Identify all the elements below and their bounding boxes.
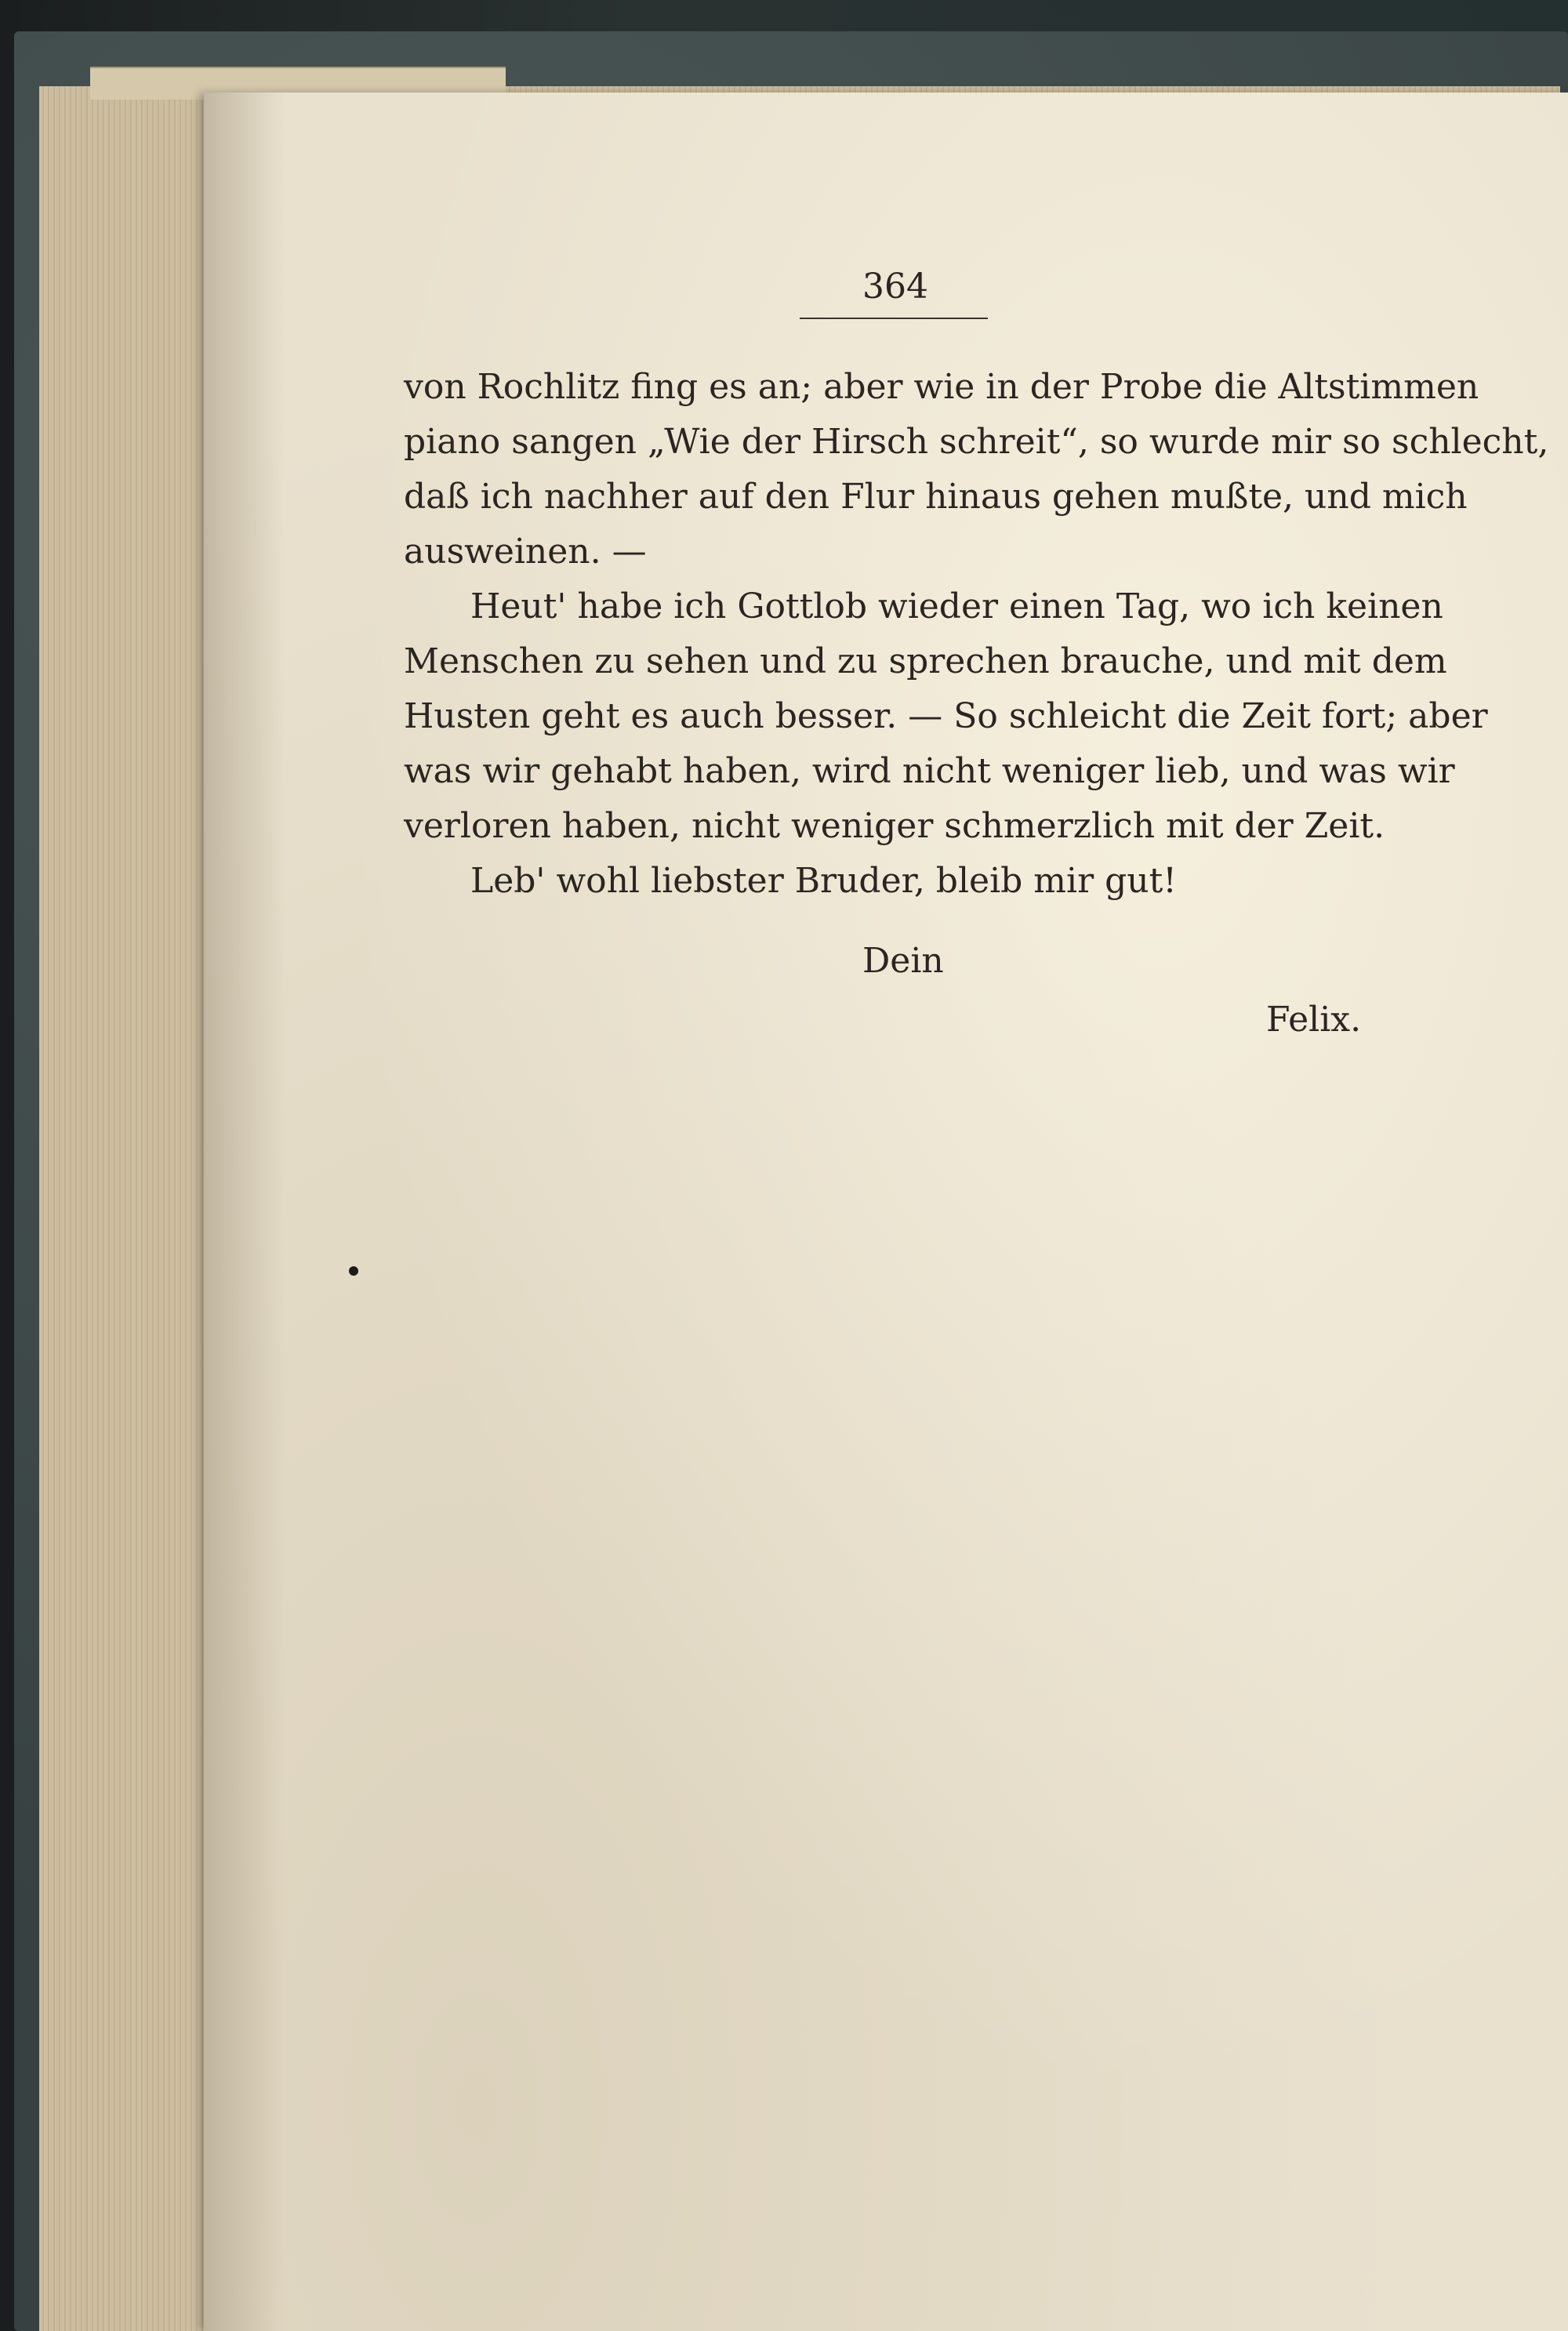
page-number: 364 bbox=[862, 267, 928, 307]
text-line: was wir gehabt haben, wird nicht weniger lieb, und was wir bbox=[404, 751, 1455, 791]
text-line: piano sangen „Wie der Hirsch schreit“, so wurde mir so schlecht, bbox=[404, 422, 1549, 462]
text-line: Husten geht es auch besser. — So schleicht die Zeit fort; aber bbox=[404, 696, 1488, 736]
text-line: Heut' habe ich Gottlob wieder einen Tag, wo ich keinen bbox=[470, 586, 1443, 626]
text-line: ausweinen. — bbox=[404, 532, 647, 572]
text-line: Menschen zu sehen und zu sprechen brauche, und mit dem bbox=[404, 641, 1447, 681]
text-line: daß ich nachher auf den Flur hinaus gehen mußte, und mich bbox=[404, 477, 1468, 517]
text-line: Leb' wohl liebster Bruder, bleib mir gut! bbox=[470, 861, 1177, 901]
letter-signature: Felix. bbox=[1266, 1000, 1362, 1040]
text-line: verloren haben, nicht weniger schmerzlich mit der Zeit. bbox=[404, 806, 1385, 846]
text-line: von Rochlitz fing es an; aber wie in der Probe die Altstimmen bbox=[404, 367, 1479, 407]
letter-closing: Dein bbox=[862, 941, 944, 981]
page-number-rule bbox=[800, 318, 988, 319]
ink-spot bbox=[349, 1266, 358, 1276]
